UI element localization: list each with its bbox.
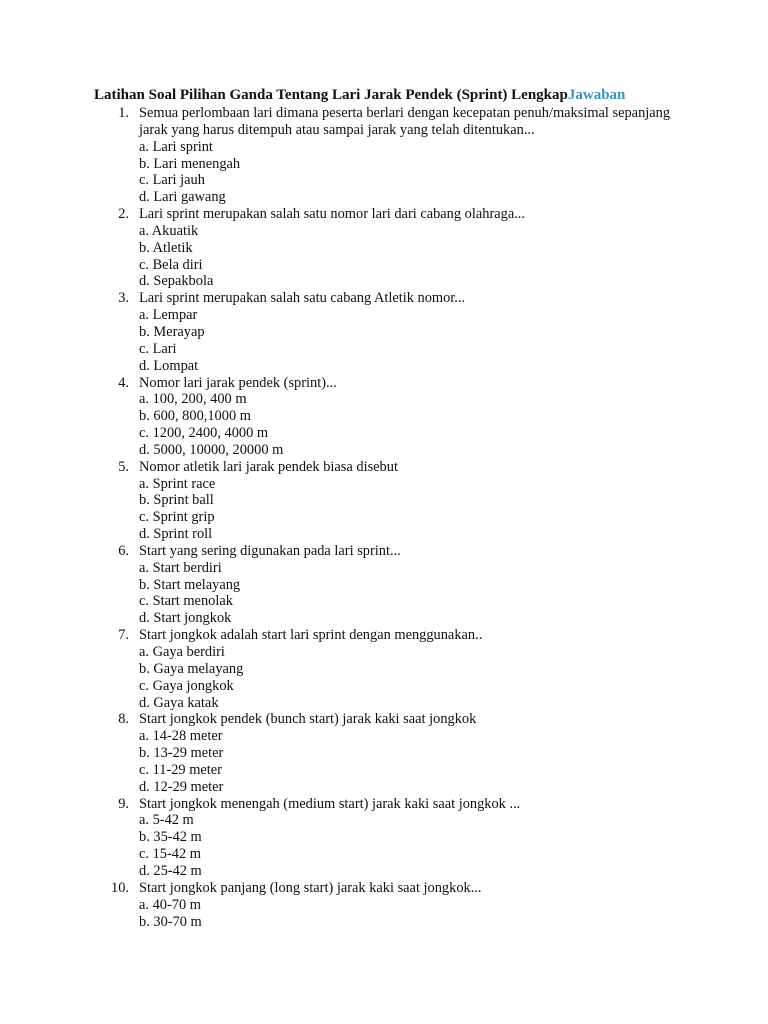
option-c: c. Gaya jongkok	[139, 677, 234, 694]
option-d: d. Lari gawang	[139, 189, 226, 206]
question-item	[94, 711, 684, 795]
title-accent-link[interactable]: Jawaban	[567, 87, 626, 103]
option-b: b. 30-70 m	[139, 913, 202, 930]
question-number: 9.	[118, 795, 129, 812]
option-c: c. Lari	[139, 340, 177, 357]
question-item	[94, 206, 684, 290]
option-list	[139, 560, 684, 627]
question-text: Semua perlombaan lari dimana peserta berlari dengan kecepatan penuh/maksimal sepanjang jarak yang harus ditempuh atau sampai jarak yang telah ditentukan...	[139, 105, 671, 138]
question-item	[94, 543, 684, 627]
question-item	[94, 375, 684, 459]
question-item	[94, 459, 684, 543]
question-item	[94, 880, 684, 931]
question-text: Start jongkok menengah (medium start) jarak kaki saat jongkok ...	[139, 795, 521, 812]
question-text: Lari sprint merupakan salah satu nomor lari dari cabang olahraga...	[139, 206, 526, 223]
option-c: c. Bela diri	[139, 256, 203, 273]
option-b: b. 600, 800,1000 m	[139, 408, 251, 425]
option-d: d. Start jongkok	[139, 610, 232, 627]
question-text: Nomor lari jarak pendek (sprint)...	[139, 374, 337, 391]
option-a: a. 5-42 m	[139, 812, 194, 829]
option-b: b. 35-42 m	[139, 829, 202, 846]
document-title	[94, 86, 625, 104]
option-a: a. Sprint race	[139, 475, 216, 492]
question-number: 5.	[118, 458, 129, 475]
option-a: a. Start berdiri	[139, 559, 222, 576]
question-number: 7.	[118, 627, 129, 644]
question-number: 4.	[118, 374, 129, 391]
option-list	[139, 223, 684, 290]
option-b: b. Start melayang	[139, 576, 241, 593]
option-d: d. Gaya katak	[139, 694, 219, 711]
option-list	[139, 139, 684, 206]
option-b: b. 13-29 meter	[139, 745, 224, 762]
question-number: 2.	[118, 206, 129, 223]
option-d: d. 25-42 m	[139, 862, 202, 879]
option-c: c. 15-42 m	[139, 846, 201, 863]
option-b: b. Gaya melayang	[139, 660, 244, 677]
option-c: c. Start menolak	[139, 593, 233, 610]
option-a: a. Akuatik	[139, 222, 199, 239]
option-list	[139, 728, 684, 795]
question-number: 8.	[118, 711, 129, 728]
option-d: d. Sprint roll	[139, 526, 213, 543]
question-item	[94, 627, 684, 711]
question-text: Start jongkok panjang (long start) jarak kaki saat jongkok...	[139, 879, 482, 896]
option-a: a. 14-28 meter	[139, 728, 223, 745]
option-a: a. Lari sprint	[139, 138, 213, 155]
question-number: 6.	[118, 542, 129, 559]
question-item	[94, 105, 684, 206]
question-text: Nomor atletik lari jarak pendek biasa disebut	[139, 458, 398, 475]
option-list	[139, 644, 684, 711]
option-c: c. Lari jauh	[139, 172, 205, 189]
option-c: c. 11-29 meter	[139, 761, 222, 778]
question-list	[94, 105, 684, 930]
option-a: a. Gaya berdiri	[139, 644, 225, 660]
question-text: Start jongkok pendek (bunch start) jarak kaki saat jongkok	[139, 711, 477, 728]
option-d: d. Lompat	[139, 357, 199, 374]
option-b: b. Sprint ball	[139, 492, 214, 509]
option-b: b. Lari menengah	[139, 155, 241, 172]
option-a: a. 40-70 m	[139, 896, 201, 913]
option-d: d. Sepakbola	[139, 273, 214, 290]
option-a: a. Lempar	[139, 307, 198, 324]
option-d: d. 5000, 10000, 20000 m	[139, 441, 284, 458]
option-b: b. Merayap	[139, 323, 205, 340]
option-c: c. Sprint grip	[139, 509, 215, 526]
option-list	[139, 391, 684, 458]
question-text: Start yang sering digunakan pada lari sprint...	[139, 542, 401, 559]
question-item	[94, 796, 684, 880]
option-list	[139, 307, 684, 374]
option-list	[139, 897, 684, 931]
question-text: Lari sprint merupakan salah satu cabang Atletik nomor...	[139, 290, 466, 307]
question-text: Start jongkok adalah start lari sprint dengan menggunakan..	[139, 627, 483, 644]
option-c: c. 1200, 2400, 4000 m	[139, 425, 269, 442]
question-item	[94, 290, 684, 374]
title-text: Latihan Soal Pilihan Ganda Tentang Lari Jarak Pendek (Sprint) Lengkap	[94, 87, 568, 103]
option-d: d. 12-29 meter	[139, 778, 224, 795]
option-a: a. 100, 200, 400 m	[139, 391, 247, 408]
question-number: 1.	[118, 105, 129, 121]
option-list	[139, 812, 684, 879]
question-number: 10.	[111, 879, 129, 896]
option-list	[139, 476, 684, 543]
question-number: 3.	[118, 290, 129, 307]
option-b: b. Atletik	[139, 239, 193, 256]
